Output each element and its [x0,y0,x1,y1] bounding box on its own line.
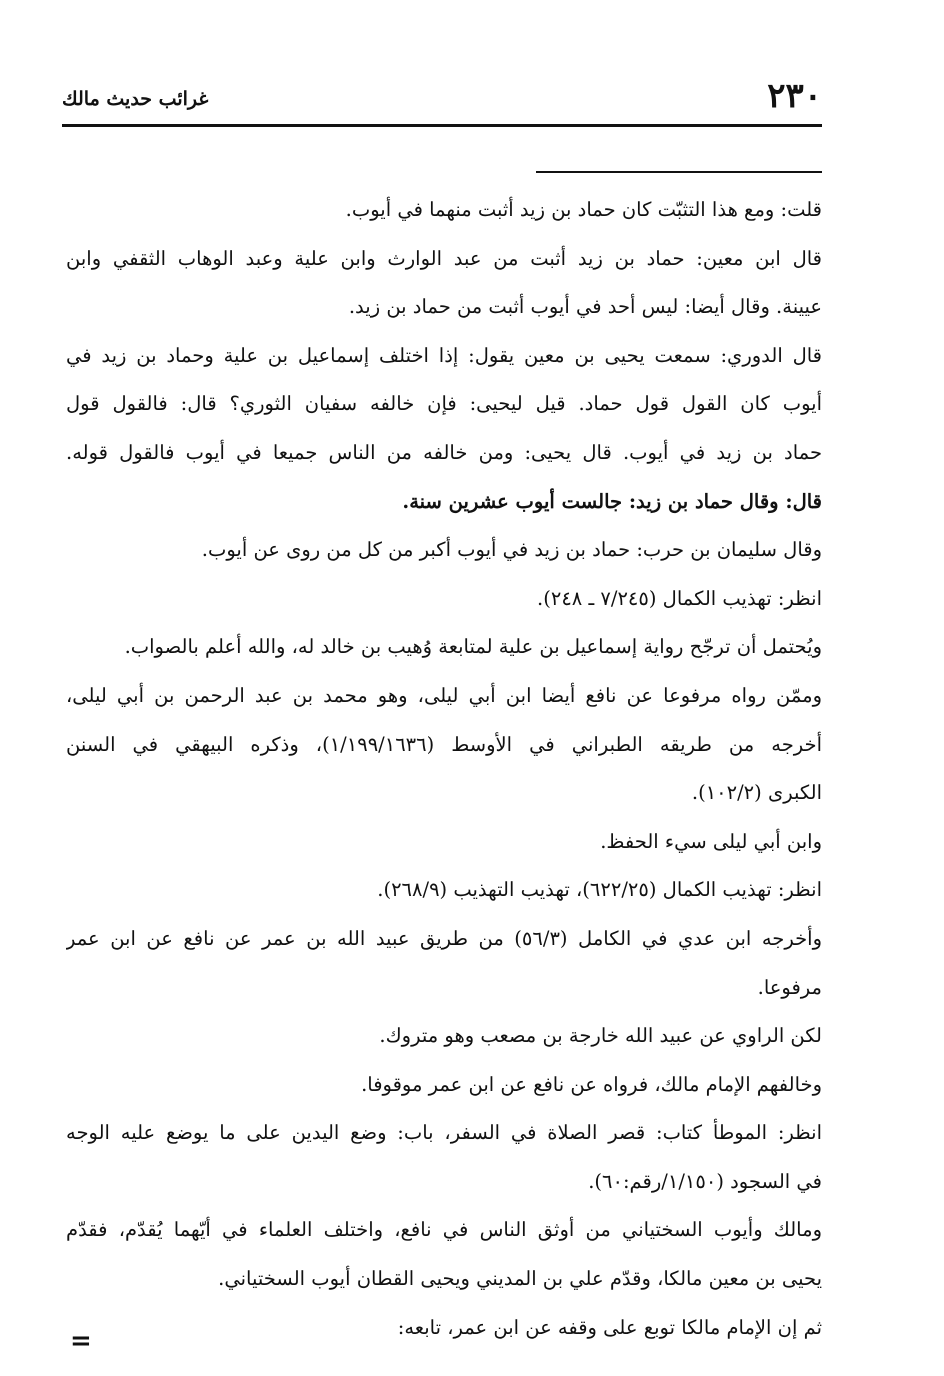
text-line: وابن أبي ليلى سيء الحفظ. [600,829,822,853]
text-line: انظر: الموطأ كتاب: قصر الصلاة في السفر، باب: وضع اليدين على ما يوضع عليه الوجه [66,1121,822,1145]
text-line: أيوب كان القول قول حماد. قيل ليحيى: فإن خالفه سفيان الثوري؟ قال: فالقول قول [66,392,822,416]
text-line: لكن الراوي عن عبيد الله خارجة بن مصعب وهو متروك. [379,1024,822,1048]
text-line: يحيى بن معين مالكا، وقدّم علي بن المديني ويحيى القطان أيوب السختياني. [218,1267,822,1291]
text-line: في السجود (١/١٥٠/رقم:٦٠). [588,1169,822,1193]
text-line: ومالك وأيوب السختياني من أوثق الناس في نافع، واختلف العلماء في أيّهما يُقدّم، فقدّم [66,1218,822,1242]
footnote-separator [536,171,822,173]
text-line: وخالفهم الإمام مالك، فرواه عن نافع عن ابن عمر موقوفا. [361,1072,822,1096]
text-line: انظر: تهذيب الكمال (٦٢٢/٢٥)، تهذيب التهذيب (٢٦٨/٩). [377,878,822,902]
text-line: مرفوعا. [757,975,822,999]
continuation-mark: = [70,1326,92,1356]
text-line: قلت: ومع هذا التثبّت كان حماد بن زيد أثبت منهما في أيوب. [345,198,822,221]
text-line: عيينة. وقال أيضا: ليس أحد في أيوب أثبت من حماد بن زيد. [348,295,822,319]
running-title: غرائب حديث مالك [62,88,209,110]
footnote-body [66,186,822,1352]
text-line: ثم إن الإمام مالكا توبع على وقفه عن ابن عمر، تابعه: [397,1315,822,1339]
text-line: الكبرى (١٠٢/٢). [691,781,822,805]
page-number: ٢٣٠ [767,76,822,116]
text-line: وقال سليمان بن حرب: حماد بن زيد في أيوب أكبر من كل من روى عن أيوب. [201,538,822,562]
text-line: قال: وقال حماد بن زيد: جالست أيوب عشرين سنة. [402,489,822,513]
text-line: حماد بن زيد في أيوب. قال يحيى: ومن خالفه من الناس جميعا في أيوب فالقول قوله. [66,440,822,464]
page-header [62,72,822,127]
text-line: أخرجه من طريقه الطبراني في الأوسط (١/١٩٩/١٦٣٦)، وذكره البيهقي في السنن [66,732,822,756]
text-line: وممّن رواه مرفوعا عن نافع أيضا ابن أبي ليلى، وهو محمد بن عبد الرحمن بن أبي ليلى، [66,683,822,707]
text-line: قال ابن معين: حماد بن زيد أثبت من عبد الوارث وابن علية وعبد الوهاب الثقفي وابن [66,246,822,270]
text-line: ويُحتمل أن ترجّح رواية إسماعيل بن علية لمتابعة وُهيب بن خالد له، والله أعلم بالصواب. [124,635,822,659]
text-line: قال الدوري: سمعت يحيى بن معين يقول: إذا اختلف إسماعيل بن علية وحماد بن زيد في [66,343,822,367]
text-line: انظر: تهذيب الكمال (٧/٢٤٥ ـ ٢٤٨). [537,586,822,610]
text-line: وأخرجه ابن عدي في الكامل (٥٦/٣) من طريق عبيد الله بن عمر عن نافع عن ابن عمر [66,926,822,950]
